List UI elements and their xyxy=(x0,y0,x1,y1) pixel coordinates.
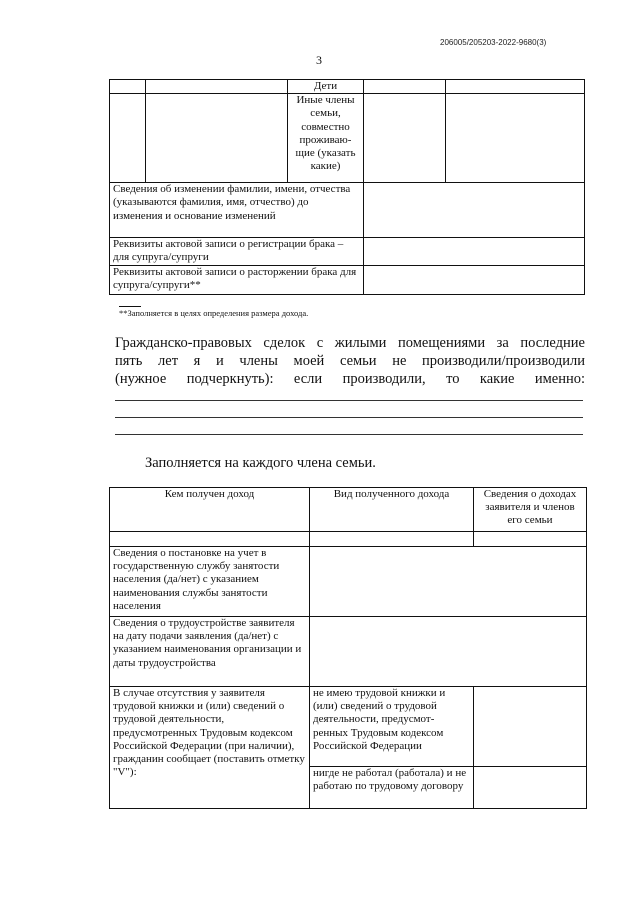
option-no-workbook: не имею трудовой книжки и (или) сведений о трудовой деятельности, предусмот- ренных Трудовым кодексом Российской Федерации xyxy=(310,687,474,767)
other-family-members-label: Иные члены семьи, совместно проживаю- щие (указать какие) xyxy=(288,94,364,183)
employment-value xyxy=(310,617,587,687)
name-change-value xyxy=(364,183,585,238)
transactions-line-1: Гражданско-правовых сделок с жилыми помещениями за последние xyxy=(115,335,585,351)
transactions-paragraph xyxy=(115,334,585,370)
option-never-worked: нигде не работал (работала) и не работаю по трудовому договору xyxy=(310,767,474,809)
employment-service-value xyxy=(310,547,587,617)
fill-line xyxy=(115,434,583,435)
children-header: Дети xyxy=(288,80,364,94)
employment-label: Сведения о трудоустройстве заявителя на дату подачи заявления (да/нет) с указанием наименования организации и даты трудоустройства xyxy=(110,617,310,687)
income-source-header: Кем получен доход xyxy=(110,488,310,532)
fill-line xyxy=(115,400,583,401)
option-never-worked-mark[interactable] xyxy=(474,767,587,809)
option-no-workbook-mark[interactable] xyxy=(474,687,587,767)
transactions-line-2: пять лет я и члены моей семьи не производили/производили xyxy=(115,353,585,369)
fill-note: Заполняется на каждого члена семьи. xyxy=(145,455,376,471)
document-id: 206005/205203-2022-9680(3) xyxy=(440,38,547,47)
page-number: 3 xyxy=(316,53,322,67)
no-workbook-label: В случае отсутствия у заявителя трудовой книжки и (или) сведений о трудовой деятельности, предусмотренных Трудовым кодексом Российской Федерации (при наличии), гражданин сообщает (поставить отметку "V"): xyxy=(110,687,310,809)
employment-service-label: Сведения о постановке на учет в государственную службу занятости населения (да/нет) с указанием наименования службы занятости населения xyxy=(110,547,310,617)
fill-line xyxy=(115,417,583,418)
divorce-record-value xyxy=(364,266,585,295)
family-table xyxy=(109,79,585,295)
income-type-header: Вид полученного дохода xyxy=(310,488,474,532)
income-table xyxy=(109,487,587,809)
transactions-line-3: (нужное подчеркнуть): если производили, то какие именно: xyxy=(115,371,585,387)
footnote: **Заполняется в целях определения размера дохода. xyxy=(119,308,309,318)
income-info-header: Сведения о доходах заявителя и членов его семьи xyxy=(474,488,587,532)
footnote-rule xyxy=(119,306,141,307)
marriage-record-value xyxy=(364,238,585,266)
divorce-record-label: Реквизиты актовой записи о расторжении брака для супруга/супруги** xyxy=(110,266,364,295)
name-change-label: Сведения об изменении фамилии, имени, отчества (указываются фамилия, имя, отчество) до изменения и основание изменений xyxy=(110,183,364,238)
marriage-record-label: Реквизиты актовой записи о регистрации брака – для супруга/супруги xyxy=(110,238,364,266)
